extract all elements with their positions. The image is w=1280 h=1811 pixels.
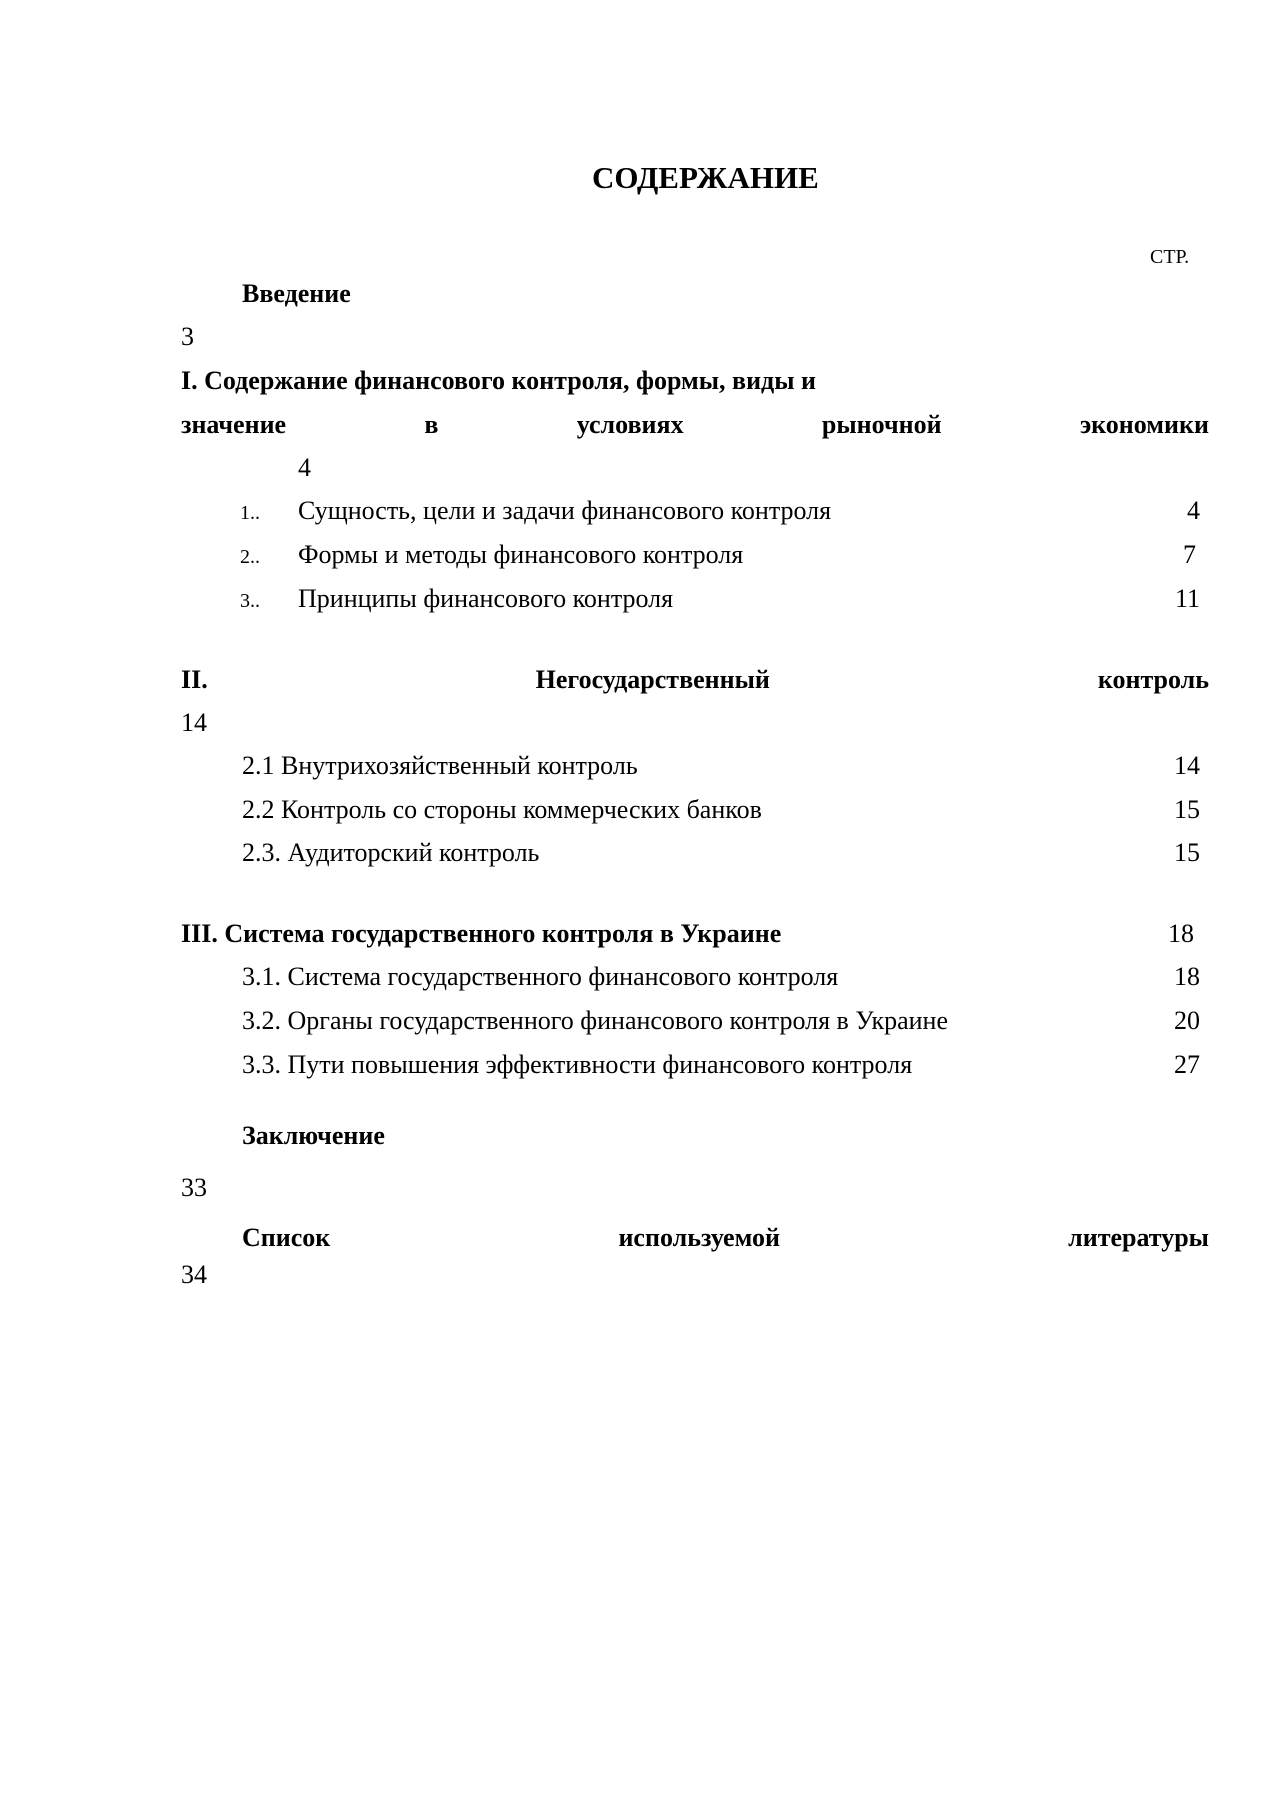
toc-item-page: 15 <box>1174 838 1200 867</box>
toc-item-page: 18 <box>1174 962 1200 991</box>
toc-item-page: 20 <box>1174 1006 1200 1035</box>
toc-section2-heading <box>181 667 1209 693</box>
toc-item-label: 3.1. Система государственного финансового контроля <box>242 962 839 991</box>
toc-section1-heading-line2 <box>181 412 1209 438</box>
word: условиях <box>576 410 684 439</box>
toc-item-label: 2.2 Контроль со стороны коммерческих банков <box>242 795 762 824</box>
toc-item-label: 3.3. Пути повышения эффективности финансового контроля <box>242 1050 913 1079</box>
word: рыночной <box>821 410 942 439</box>
toc-section1-heading-line1: I. Содержание финансового контроля, формы, виды и <box>181 366 816 395</box>
toc-item-label: 2.3. Аудиторский контроль <box>242 838 540 867</box>
toc-references-page: 34 <box>181 1260 207 1289</box>
page-title: СОДЕРЖАНИЕ <box>592 160 819 195</box>
toc-item-label: Сущность, цели и задачи финансового контроля <box>298 496 832 525</box>
page-column-label: СТР. <box>1150 246 1190 268</box>
word: литературы <box>1068 1223 1209 1252</box>
toc-section2-page: 14 <box>181 708 207 737</box>
word: экономики <box>1079 410 1209 439</box>
toc-item-page: 7 <box>1183 540 1196 569</box>
toc-item-number: 2.. <box>240 546 260 568</box>
toc-item-page: 27 <box>1174 1050 1200 1079</box>
toc-item-number: 3.. <box>240 590 260 612</box>
toc-intro-page: 3 <box>181 322 194 351</box>
toc-item-label: Принципы финансового контроля <box>298 584 674 613</box>
toc-item-page: 11 <box>1174 584 1200 613</box>
word: контроль <box>1097 665 1209 694</box>
word: используемой <box>618 1223 780 1252</box>
word: в <box>424 410 439 439</box>
toc-item-page: 14 <box>1174 751 1200 780</box>
toc-section1-page: 4 <box>298 453 311 482</box>
toc-item-label: 3.2. Органы государственного финансового контроля в Украине <box>242 1006 948 1035</box>
toc-references-label <box>242 1225 1209 1251</box>
toc-item-page: 15 <box>1174 795 1200 824</box>
word: II. <box>181 665 208 694</box>
toc-item-page: 4 <box>1187 496 1200 525</box>
word: Список <box>242 1223 331 1252</box>
toc-section3-heading: III. Система государственного контроля в Украине <box>181 919 782 948</box>
toc-item-label: 2.1 Внутрихозяйственный контроль <box>242 751 638 780</box>
word: Негосударственный <box>535 665 770 694</box>
word: значение <box>181 410 287 439</box>
toc-section3-page: 18 <box>1168 919 1194 948</box>
toc-item-label: Формы и методы финансового контроля <box>298 540 744 569</box>
toc-conclusion-label: Заключение <box>242 1121 385 1150</box>
toc-intro-label: Введение <box>242 279 351 308</box>
toc-item-number: 1.. <box>240 502 260 524</box>
toc-conclusion-page: 33 <box>181 1173 207 1202</box>
